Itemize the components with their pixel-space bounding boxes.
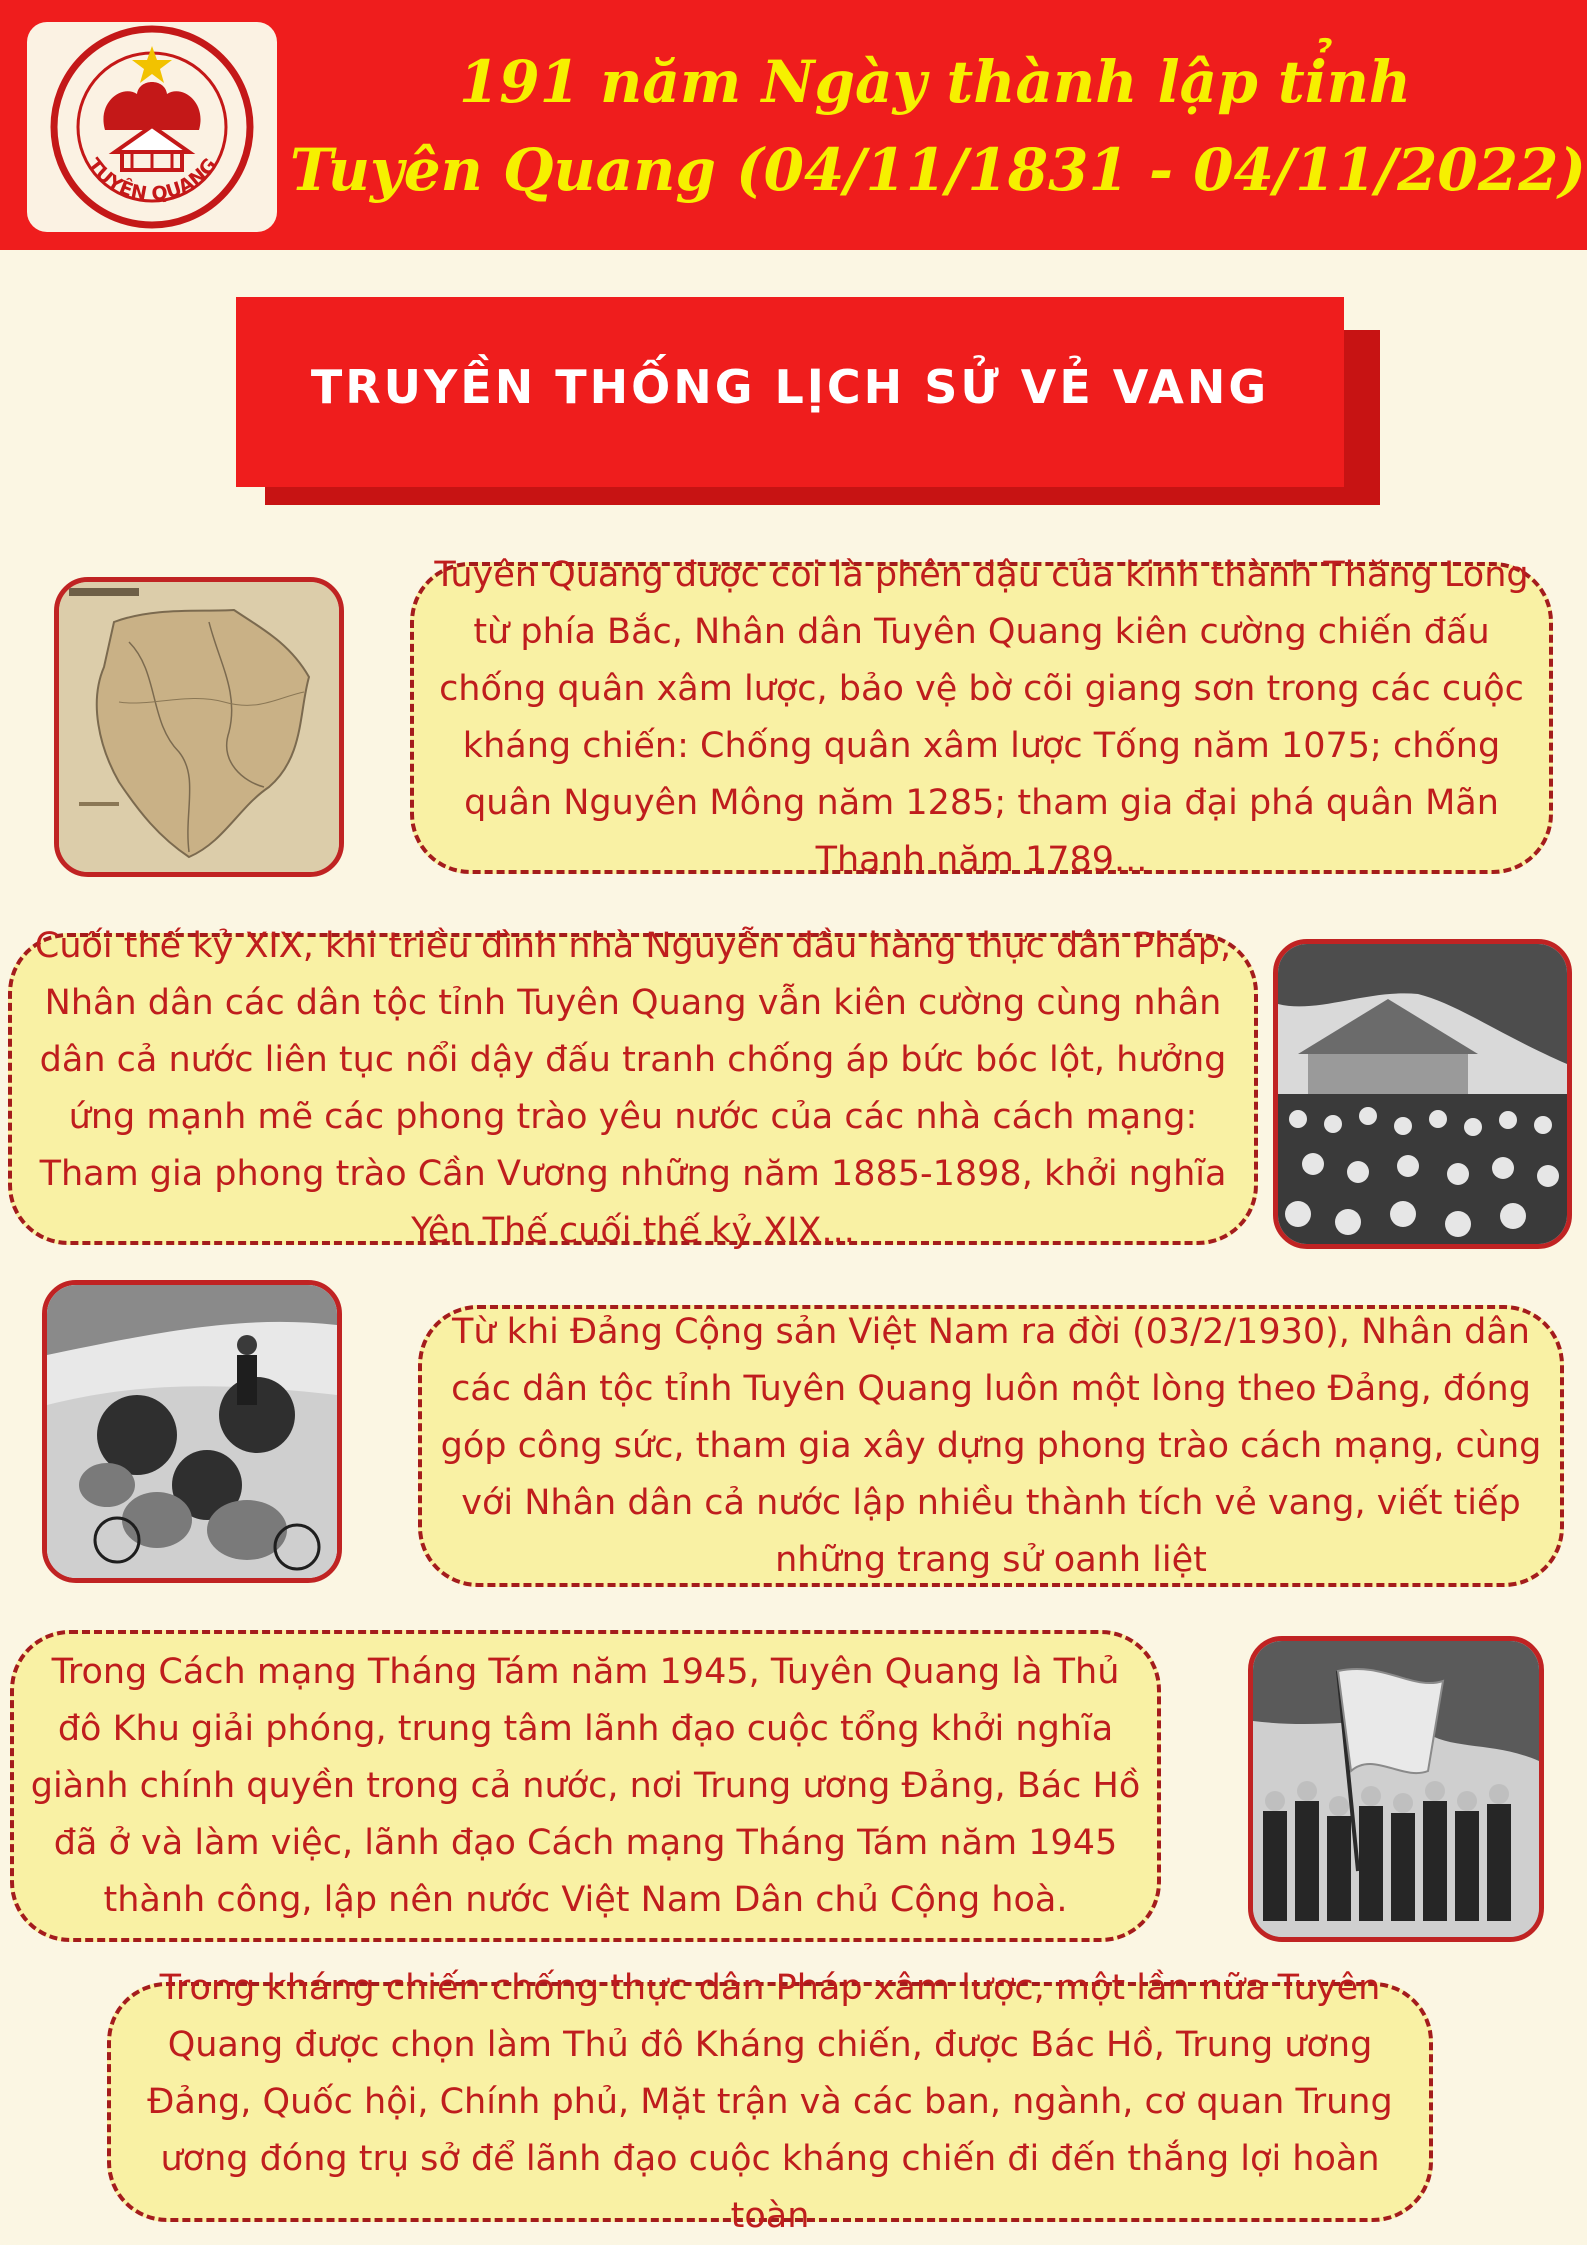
crowd-gathering-image — [1273, 939, 1572, 1249]
province-emblem-logo — [27, 22, 277, 232]
header-bar — [0, 0, 1587, 250]
bicycle-transport-image — [42, 1280, 342, 1583]
history-box-1 — [410, 555, 1553, 880]
history-box-5 — [107, 1967, 1433, 2236]
history-text-4: Trong Cách mạng Tháng Tám năm 1945, Tuyên Quang là Thủ đô Khu giải phóng, trung tâm lãnh đạo cuộc tổng khởi nghĩa giành chính quyền trong cả nước, nơi Trung ương Đảng, Bác Hồ đã ở và làm việc, lãnh đạo Cách mạng Tháng Tám năm 1945 thành công, lập nên nước Việt Nam Dân chủ Cộng hoà. — [30, 1651, 1141, 1920]
logo-text: TUYÊN QUANG — [82, 154, 222, 206]
soldiers-with-flag-image — [1248, 1636, 1544, 1942]
history-text-2: Cuối thế kỷ XIX, khi triều đình nhà Nguyễn đầu hàng thực dân Pháp, Nhân dân các dân tộc tỉnh Tuyên Quang vẫn kiên cường cùng nhân dân cả nước liên tục nổi dậy đấu tranh chống áp bức bóc lột, hưởng ứng mạnh mẽ các phong trào yêu nước của các nhà cách mạng: Tham gia phong trào Cần Vương những năm 1885-1898, khởi nghĩa Yên Thế cuối thế kỷ XIX... — [34, 926, 1232, 1251]
history-text-3: Từ khi Đảng Cộng sản Việt Nam ra đời (03/2/1930), Nhân dân các dân tộc tỉnh Tuyên Quang luôn một lòng theo Đảng, đóng góp công sức, tham gia xây dựng phong trào cách mạng, cùng với Nhân dân cả nước lập nhiều thành tích vẻ vang, viết tiếp những trang sử oanh liệt — [440, 1311, 1542, 1580]
page-title — [290, 38, 1586, 214]
banner-title: TRUYỀN THỐNG LỊCH SỬ VẺ VANG — [310, 360, 1270, 414]
history-box-2 — [8, 926, 1258, 1251]
history-box-3 — [418, 1305, 1564, 1587]
title-line-2: Tuyên Quang (04/11/1831 - 04/11/2022) — [290, 136, 1586, 204]
history-box-4 — [10, 1630, 1161, 1942]
section-banner — [236, 297, 1344, 487]
title-line-1: 191 năm Ngày thành lập tỉnh — [458, 48, 1412, 116]
old-map-image — [54, 577, 344, 877]
history-text-5: Trong kháng chiến chống thực dân Pháp xâm lược, một lần nữa Tuyên Quang được chọn làm Thủ đô Kháng chiến, được Bác Hồ, Trung ương Đảng, Quốc hội, Chính phủ, Mặt trận và các ban, ngành, cơ quan Trung ương đóng trụ sở để lãnh đạo cuộc kháng chiến đi đến thắng lợi hoàn toàn — [147, 1967, 1393, 2236]
history-text-1: Tuyên Quang được coi là phên dậu của kinh thành Thăng Long từ phía Bắc, Nhân dân Tuyên Quang kiên cường chiến đấu chống quân xâm lược, bảo vệ bờ cõi giang sơn trong các cuộc kháng chiến: Chống quân xâm lược Tống năm 1075; chống quân Nguyên Mông năm 1285; tham gia đại phá quân Mãn Thanh năm 1789... — [434, 555, 1529, 880]
